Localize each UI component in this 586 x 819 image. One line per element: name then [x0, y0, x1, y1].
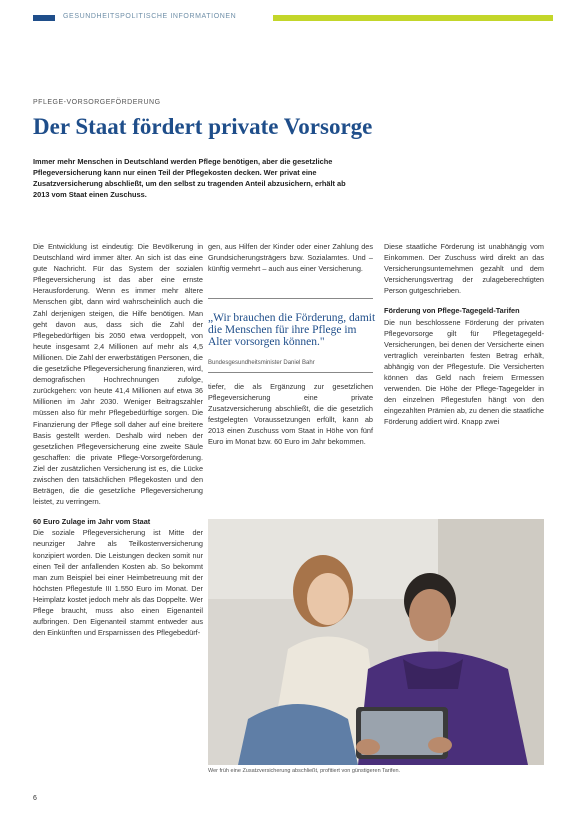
column2-paragraph-2: tiefer, die als Ergänzung zur gesetzlichen Pflegeversicherung eine private Zusatzversicherung abschließt, die die gesetzlich festgelegten Voraussetzungen erfüllt, kann ab 2013 einen Zuschuss vom Staat in Höhe von fünf Euro im Monat bzw. 60 Euro im Jahr bekommen.: [208, 382, 373, 447]
column1-paragraph-2: Die soziale Pflegeversicherung ist Mitte der neunziger Jahre als Teilkostenversicherung konzipiert worden. Die Leistungen decken somit nur einen Teil der anfallenden Kosten ab. So bekommt man zum Beispiel bei einer Heimbetreuung mit der höchsten Pflegestufe III 1.550 Euro im Monat. Der Heimplatz kostet jedoch mehr als das Doppelte. Wer Pflege braucht, muss also einen Eigenanteil aufbringen. Den Eigenanteil stammt entweder aus den Einkünften und Ersparnissen des Pflegebedürf-: [33, 528, 203, 638]
quote-rule-bottom: [208, 372, 373, 373]
column3-subheading: Förderung von Pflege-Tagegeld-Tarifen: [384, 306, 520, 316]
article-title: Der Staat fördert private Vorsorge: [33, 114, 373, 139]
column1-paragraph-1: Die Entwicklung ist eindeutig: Die Bevölkerung in Deutschland wird immer älter. An sich ist das eine gute Nachricht. Für das System der sozialen Pflegeversicherung ist das aber eine ernste Herausforderung. Wenn es immer mehr ältere Menschen gibt, dann wird wahrscheinlich auch die Zahl derjenigen steigen, die Hilfe benötigen. Man geht davon aus, dass sich die Zahl der Pflegebedürftigen bis 2050 etwa verdoppelt, von heute insgesamt 2,4 Millionen auf mehr als 4,5 Millionen. Die Zahl der erwerbstätigen Personen, die die gesetzliche Pflegeversicherung finanzieren, wird, demografischen Hochrechnungen zufolge, zurückgehen: von heute 41,4 Millionen auf etwa 36 Millionen im Jahr 2030. Weniger Beitragszahler müssen also für mehr Pflegebedürftige sorgen. Die Finanzierung der Pflege soll daher auf eine breitere Basis gestellt werden. Deshalb wird neben der gesetzlichen Pflegeversicherung eine zweite Säule geschaffen: die private Pflege-Vorsorgeförderung. Ziel der zusätzlichen Versicherung ist es, die Lücke zwischen den tatsächlichen Pflegekosten und den Beträgen, die die gesetzliche Pflegeversicherung leistet, zu verringern.: [33, 242, 203, 507]
column2-paragraph-1: gen, aus Hilfen der Kinder oder einer Zahlung des Grundsicherungsträgers bzw. Sozialamtes. Und – künftig vermehrt – auch aus einer Versicherung.: [208, 242, 373, 274]
photo-illustration: [208, 519, 544, 765]
header-accent-bar: [273, 15, 553, 21]
section-label: GESUNDHEITSPOLITISCHE INFORMATIONEN: [63, 13, 237, 20]
header-blue-marker: [33, 15, 55, 21]
article-kicker: PFLEGE-VORSORGEFÖRDERUNG: [33, 99, 161, 106]
page-number: 6: [33, 795, 37, 802]
text-column-2-top: [208, 241, 373, 274]
column3-paragraph-1: Diese staatliche Förderung ist unabhängig vom Einkommen. Der Zuschuss wird direkt an das Versicherungsunternehmen gezahlt und dem Versicherungsvertrag der zulageberechtigten Person gutgeschrieben.: [384, 242, 544, 296]
section-header-bar: [33, 15, 553, 23]
text-column-2-bottom: [208, 381, 373, 448]
column1-subheading: 60 Euro Zulage im Jahr vom Staat: [33, 517, 151, 527]
pull-quote: „Wir brauchen die Förderung, damit die Menschen für ihre Pflege im Alter vorsorgen können.": [208, 312, 376, 348]
text-column-3: [384, 241, 544, 428]
column3-paragraph-2: Die nun beschlossene Förderung der privaten Pflegevorsorge gilt für Pflegetagegeld-Versicherungen, bei denen der Versicherte einen vertraglich vereinbarten festen Betrag erhält, abhängig von der Pflegestufe. Die Versicherten können das Geld nach freiem Ermessen verwenden. Die Höhe der Pflege-Tagegelder in den einzelnen Pflegestufen hängt von den eingezahlten Prämien ab, zu denen die staatliche Förderung addiert wird. Knapp zwei: [384, 317, 544, 427]
quote-source: Bundesgesundheitsminister Daniel Bahr: [208, 360, 315, 366]
article-photo: [208, 519, 544, 765]
text-column-1: [33, 241, 203, 638]
article-lead: Immer mehr Menschen in Deutschland werden Pflege benötigen, aber die gesetzliche Pflegeversicherung kann nur einen Teil der Pflegekosten decken. Wer privat eine Zusatzversicherung abschließt, um den selbst zu tragenden Anteil abzusichern, erhält ab 2013 vom Staat einen Zuschuss.: [33, 157, 346, 199]
photo-caption: Wer früh eine Zusatzversicherung abschließt, profitiert von günstigeren Tarifen.: [208, 768, 401, 774]
quote-rule-top: [208, 298, 373, 299]
